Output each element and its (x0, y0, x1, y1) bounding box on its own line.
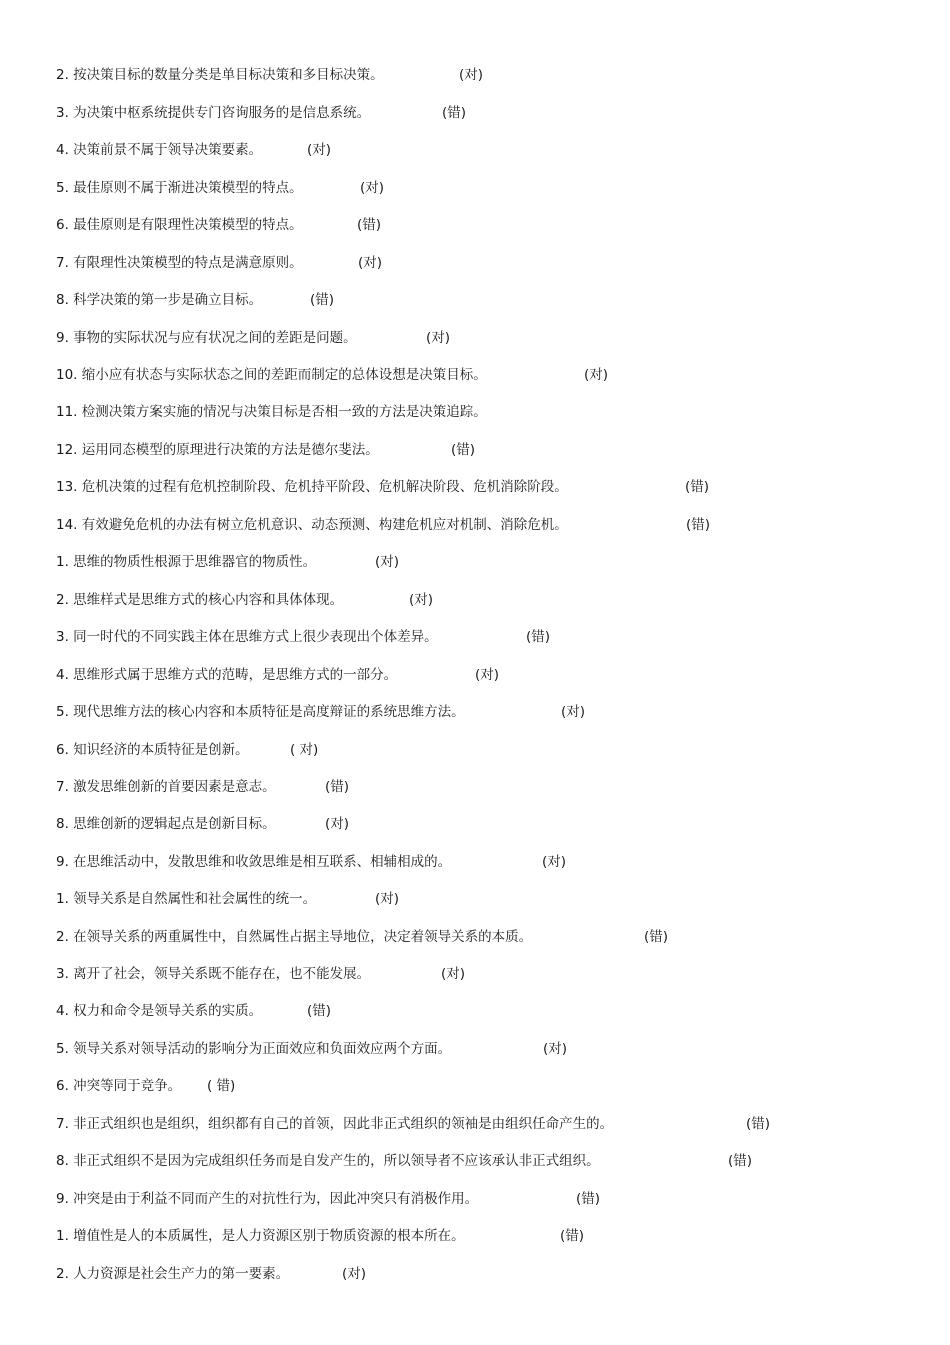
question-statement: 5. 领导关系对领导活动的影响分为正面效应和负面效应两个方面。 (56, 1041, 452, 1057)
question-line (56, 290, 335, 310)
answer-mark: (错) (442, 105, 467, 121)
answer-mark: (错) (560, 1228, 585, 1244)
answer-mark: (对) (358, 255, 383, 271)
answer-mark: (对) (375, 891, 400, 907)
question-line (56, 1189, 601, 1209)
question-statement: 1. 领导关系是自然属性和社会属性的统一。 (56, 891, 317, 907)
question-statement: 6. 冲突等同于竞争。 (56, 1078, 182, 1094)
question-statement: 6. 最佳原则是有限理性决策模型的特点。 (56, 217, 303, 233)
question-statement: 2. 在领导关系的两重属性中，自然属性占据主导地位，决定着领导关系的本质。 (56, 929, 533, 945)
answer-mark: (对) (475, 667, 500, 683)
question-line (56, 178, 385, 198)
question-line (56, 852, 567, 872)
question-line (56, 814, 350, 834)
question-line (56, 590, 434, 610)
answer-mark: (对) (543, 1041, 568, 1057)
question-statement: 5. 最佳原则不属于渐进决策模型的特点。 (56, 180, 303, 196)
answer-mark: (对) (561, 704, 586, 720)
question-line (56, 477, 710, 497)
question-statement: 9. 事物的实际状况与应有状况之间的差距是问题。 (56, 330, 357, 346)
answer-mark: (错) (325, 779, 350, 795)
question-statement: 4. 决策前景不属于领导决策要素。 (56, 142, 263, 158)
question-statement: 3. 为决策中枢系统提供专门咨询服务的是信息系统。 (56, 105, 371, 121)
question-line (56, 1264, 367, 1284)
answer-mark: (对) (360, 180, 385, 196)
question-statement: 10. 缩小应有状态与实际状态之间的差距而制定的总体设想是决策目标。 (56, 367, 487, 383)
question-statement: 2. 思维样式是思维方式的核心内容和具体体现。 (56, 592, 344, 608)
answer-mark: (对) (459, 67, 484, 83)
question-line (56, 253, 383, 273)
question-statement: 1. 思维的物质性根源于思维器官的物质性。 (56, 554, 317, 570)
answer-mark: (对) (307, 142, 332, 158)
question-statement: 5. 现代思维方法的核心内容和本质特征是高度辩证的系统思维方法。 (56, 704, 465, 720)
question-line (56, 365, 609, 385)
question-statement: 7. 非正式组织也是组织，组织都有自己的首领，因此非正式组织的领袖是由组织任命产生的。 (56, 1116, 614, 1132)
answer-mark: (对) (409, 592, 434, 608)
answer-mark: (错) (526, 629, 551, 645)
question-line (56, 665, 500, 685)
question-line (56, 889, 400, 909)
question-statement: 8. 科学决策的第一步是确立目标。 (56, 292, 263, 308)
question-statement: 3. 离开了社会，领导关系既不能存在，也不能发展。 (56, 966, 371, 982)
question-line (56, 1001, 332, 1021)
answer-mark: (对) (375, 554, 400, 570)
question-line (56, 740, 319, 760)
question-statement: 8. 思维创新的逻辑起点是创新目标。 (56, 816, 276, 832)
question-line (56, 964, 466, 984)
question-line (56, 65, 484, 85)
answer-mark: (对) (342, 1266, 367, 1282)
answer-mark: (错) (644, 929, 669, 945)
question-line (56, 1076, 236, 1096)
question-statement: 11. 检测决策方案实施的情况与决策目标是否相一致的方法是决策追踪。 (56, 404, 487, 420)
question-statement: 13. 危机决策的过程有危机控制阶段、危机持平阶段、危机解决阶段、危机消除阶段。 (56, 479, 568, 495)
question-line (56, 328, 451, 348)
question-line (56, 140, 332, 160)
question-statement: 2. 按决策目标的数量分类是单目标决策和多目标决策。 (56, 67, 384, 83)
question-statement: 9. 冲突是由于利益不同而产生的对抗性行为，因此冲突只有消极作用。 (56, 1191, 479, 1207)
answer-mark: (错) (685, 479, 710, 495)
question-line (56, 777, 350, 797)
question-statement: 14. 有效避免危机的办法有树立危机意识、动态预测、构建危机应对机制、消除危机。 (56, 517, 568, 533)
question-statement: 9. 在思维活动中，发散思维和收敛思维是相互联系、相辅相成的。 (56, 854, 452, 870)
answer-mark: ( 错) (207, 1078, 236, 1094)
question-line (56, 103, 467, 123)
answer-mark: (错) (307, 1003, 332, 1019)
question-statement: 7. 有限理性决策模型的特点是满意原则。 (56, 255, 303, 271)
question-line (56, 1114, 771, 1134)
question-line (56, 440, 476, 460)
question-line (56, 627, 551, 647)
question-statement: 7. 激发思维创新的首要因素是意志。 (56, 779, 276, 795)
answer-mark: (错) (576, 1191, 601, 1207)
answer-mark: (错) (451, 442, 476, 458)
question-line (56, 552, 400, 572)
question-statement: 2. 人力资源是社会生产力的第一要素。 (56, 1266, 290, 1282)
answer-mark: (对) (426, 330, 451, 346)
answer-mark: (错) (357, 217, 382, 233)
answer-mark: (对) (542, 854, 567, 870)
question-statement: 8. 非正式组织不是因为完成组织任务而是自发产生的，所以领导者不应该承认非正式组织。 (56, 1153, 600, 1169)
question-line (56, 402, 487, 422)
question-line (56, 515, 711, 535)
answer-mark: (错) (728, 1153, 753, 1169)
question-line (56, 215, 382, 235)
answer-mark: (错) (746, 1116, 771, 1132)
question-statement: 6. 知识经济的本质特征是创新。 (56, 742, 249, 758)
question-line (56, 1151, 753, 1171)
answer-mark: (对) (441, 966, 466, 982)
question-line (56, 927, 669, 947)
answer-mark: (对) (584, 367, 609, 383)
answer-mark: (错) (686, 517, 711, 533)
question-line (56, 1226, 585, 1246)
question-statement: 4. 思维形式属于思维方式的范畴，是思维方式的一部分。 (56, 667, 398, 683)
question-statement: 1. 增值性是人的本质属性，是人力资源区别于物质资源的根本所在。 (56, 1228, 465, 1244)
question-line (56, 702, 586, 722)
question-statement: 4. 权力和命令是领导关系的实质。 (56, 1003, 263, 1019)
question-statement: 3. 同一时代的不同实践主体在思维方式上很少表现出个体差异。 (56, 629, 438, 645)
answer-mark: (对) (325, 816, 350, 832)
question-statement: 12. 运用同态模型的原理进行决策的方法是德尔斐法。 (56, 442, 379, 458)
question-line (56, 1039, 568, 1059)
answer-mark: ( 对) (290, 742, 319, 758)
answer-mark: (错) (310, 292, 335, 308)
